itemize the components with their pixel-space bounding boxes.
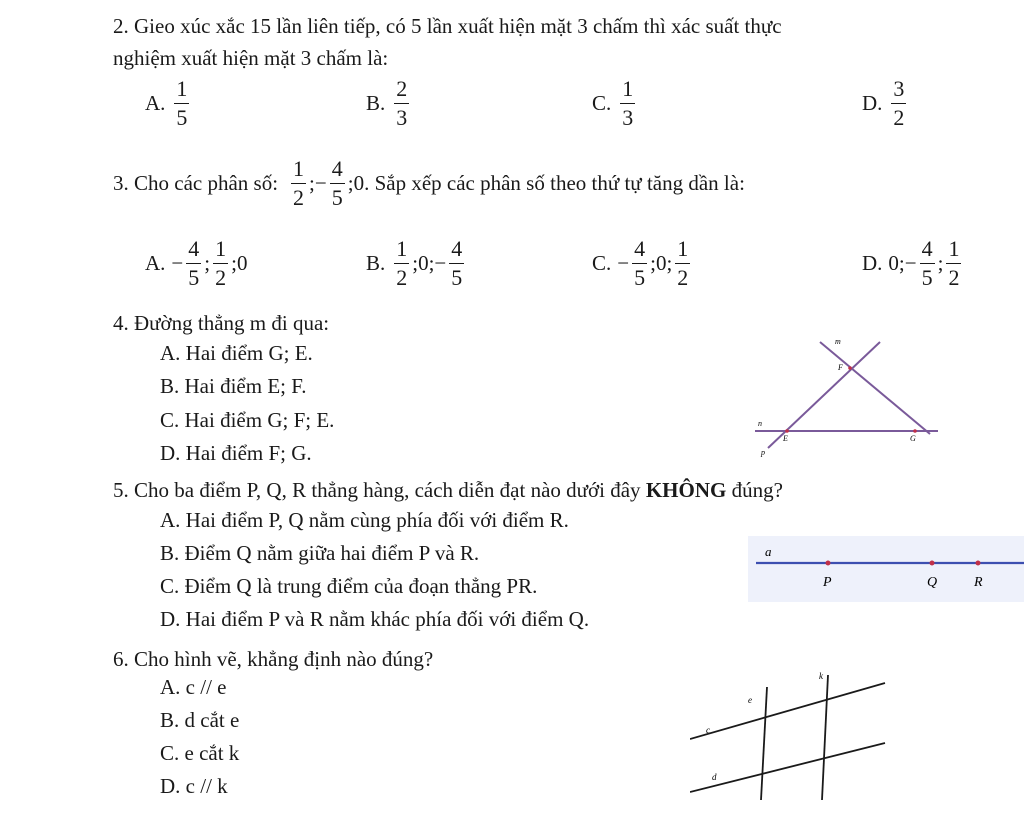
lead-text: 0;− (888, 251, 917, 275)
q6-figure (690, 665, 900, 805)
separator: ; (204, 251, 211, 275)
point-e (785, 429, 789, 433)
line-p (768, 342, 880, 448)
line-k (822, 675, 828, 800)
label-p: P (823, 575, 832, 590)
label-e: E (783, 434, 788, 443)
fraction: $\frac{4}{5}$ (921, 236, 933, 290)
q4-figure (750, 330, 950, 460)
label-g: G (910, 434, 916, 443)
fraction: $\frac{4}{5}$ (188, 236, 200, 290)
option-label: A. (145, 91, 166, 115)
label-k: k (819, 671, 823, 681)
line-d (690, 743, 885, 792)
q5-title-pre: 5. Cho ba điểm P, Q, R thẳng hàng, cách diễn đạt nào dưới đây (113, 478, 646, 502)
q5-option-c[interactable]: C. Điểm Q là trung điểm của đoạn thẳng PR. (160, 574, 538, 598)
q4-option-b[interactable]: B. Hai điểm E; F. (160, 374, 307, 398)
fraction: $\frac{3}{2}$ (893, 76, 905, 130)
label-r: R (974, 575, 983, 590)
q3-question (113, 158, 745, 209)
separator: ; (309, 171, 315, 195)
q5-title-bold: KHÔNG (645, 478, 727, 502)
q2-option-c[interactable] (592, 78, 638, 129)
q6-title: 6. Cho hình vẽ, khẳng định nào đúng? (113, 647, 434, 671)
q5-figure (748, 536, 1024, 602)
fraction: $\frac{1}{2}$ (677, 236, 689, 290)
q6-option-b[interactable]: B. d cắt e (160, 708, 240, 732)
q2-text-line1: 2. Gieo xúc xắc 15 lần liên tiếp, có 5 lần xuất hiện mặt 3 chấm thì xác suất thực (113, 14, 782, 38)
q2-option-b[interactable] (366, 78, 412, 129)
fraction: $\frac{1}{3}$ (622, 76, 634, 130)
separator: ; (937, 251, 944, 275)
option-label: B. (366, 251, 386, 275)
q3-prefix: 3. Cho các phân số: (113, 171, 279, 195)
label-p: p (761, 448, 765, 457)
q2-text-line2: nghiệm xuất hiện mặt 3 chấm là: (113, 46, 389, 70)
fraction: $\frac{1}{5}$ (176, 76, 188, 130)
minus-sign: − (171, 251, 184, 275)
q4-option-d[interactable]: D. Hai điểm F; G. (160, 441, 312, 465)
option-label: D. (862, 251, 883, 275)
q5-option-d[interactable]: D. Hai điểm P và R nằm khác phía đối với điểm Q. (160, 607, 590, 631)
minus-sign: − (617, 251, 630, 275)
fraction: $\frac{1}{2}$ (215, 236, 227, 290)
fraction: $\frac{4}{5}$ (331, 156, 343, 210)
fraction: $\frac{4}{5}$ (451, 236, 463, 290)
option-label: A. (145, 251, 166, 275)
line-m (820, 342, 930, 434)
line-left-vertical (761, 687, 767, 800)
option-label: B. (366, 91, 386, 115)
q3-option-c[interactable] (592, 238, 693, 289)
label-a: a (765, 544, 772, 559)
q6-option-a[interactable]: A. c // e (160, 675, 227, 699)
fraction: $\frac{1}{2}$ (293, 156, 305, 210)
q5-title (113, 478, 783, 503)
q4-option-c[interactable]: C. Hai điểm G; F; E. (160, 408, 335, 432)
middle-text: ;0; (650, 251, 673, 275)
q3-option-b[interactable] (366, 238, 467, 289)
q3-tail: ;0 (347, 171, 365, 195)
label-c: c (706, 725, 710, 735)
q3-option-d[interactable] (862, 238, 964, 289)
point-r (976, 561, 981, 566)
point-f (848, 366, 852, 370)
tail-text: ;0 (231, 251, 248, 275)
q6-option-c[interactable]: C. e cắt k (160, 741, 240, 765)
fraction: $\frac{4}{5}$ (634, 236, 646, 290)
minus-sign: − (314, 171, 327, 195)
q3-option-a[interactable] (145, 238, 247, 289)
q5-option-a[interactable]: A. Hai điểm P, Q nằm cùng phía đối với điểm R. (160, 508, 569, 532)
point-p (826, 561, 831, 566)
q4-title: 4. Đường thẳng m đi qua: (113, 311, 330, 335)
middle-text: ;0;− (412, 251, 447, 275)
line-c (690, 683, 885, 739)
label-e: e (748, 695, 752, 705)
label-m: m (835, 337, 841, 346)
label-q: Q (927, 575, 938, 590)
label-f: F (838, 363, 843, 372)
q2-option-a[interactable] (145, 78, 192, 129)
label-n: n (758, 419, 762, 428)
q6-option-d[interactable]: D. c // k (160, 774, 228, 798)
q2-option-d[interactable] (862, 78, 909, 129)
q5-option-b[interactable]: B. Điểm Q nằm giữa hai điểm P và R. (160, 541, 480, 565)
option-label: C. (592, 91, 612, 115)
option-label: D. (862, 91, 883, 115)
point-g (913, 429, 917, 433)
q3-suffix: . Sắp xếp các phân số theo thứ tự tăng dần là: (364, 171, 745, 195)
fraction: $\frac{1}{2}$ (396, 236, 408, 290)
point-q (930, 561, 935, 566)
fraction: $\frac{2}{3}$ (396, 76, 408, 130)
fraction: $\frac{1}{2}$ (948, 236, 960, 290)
q5-title-post: đúng? (726, 478, 783, 502)
label-d: d (712, 772, 717, 782)
option-label: C. (592, 251, 612, 275)
q4-option-a[interactable]: A. Hai điểm G; E. (160, 341, 313, 365)
